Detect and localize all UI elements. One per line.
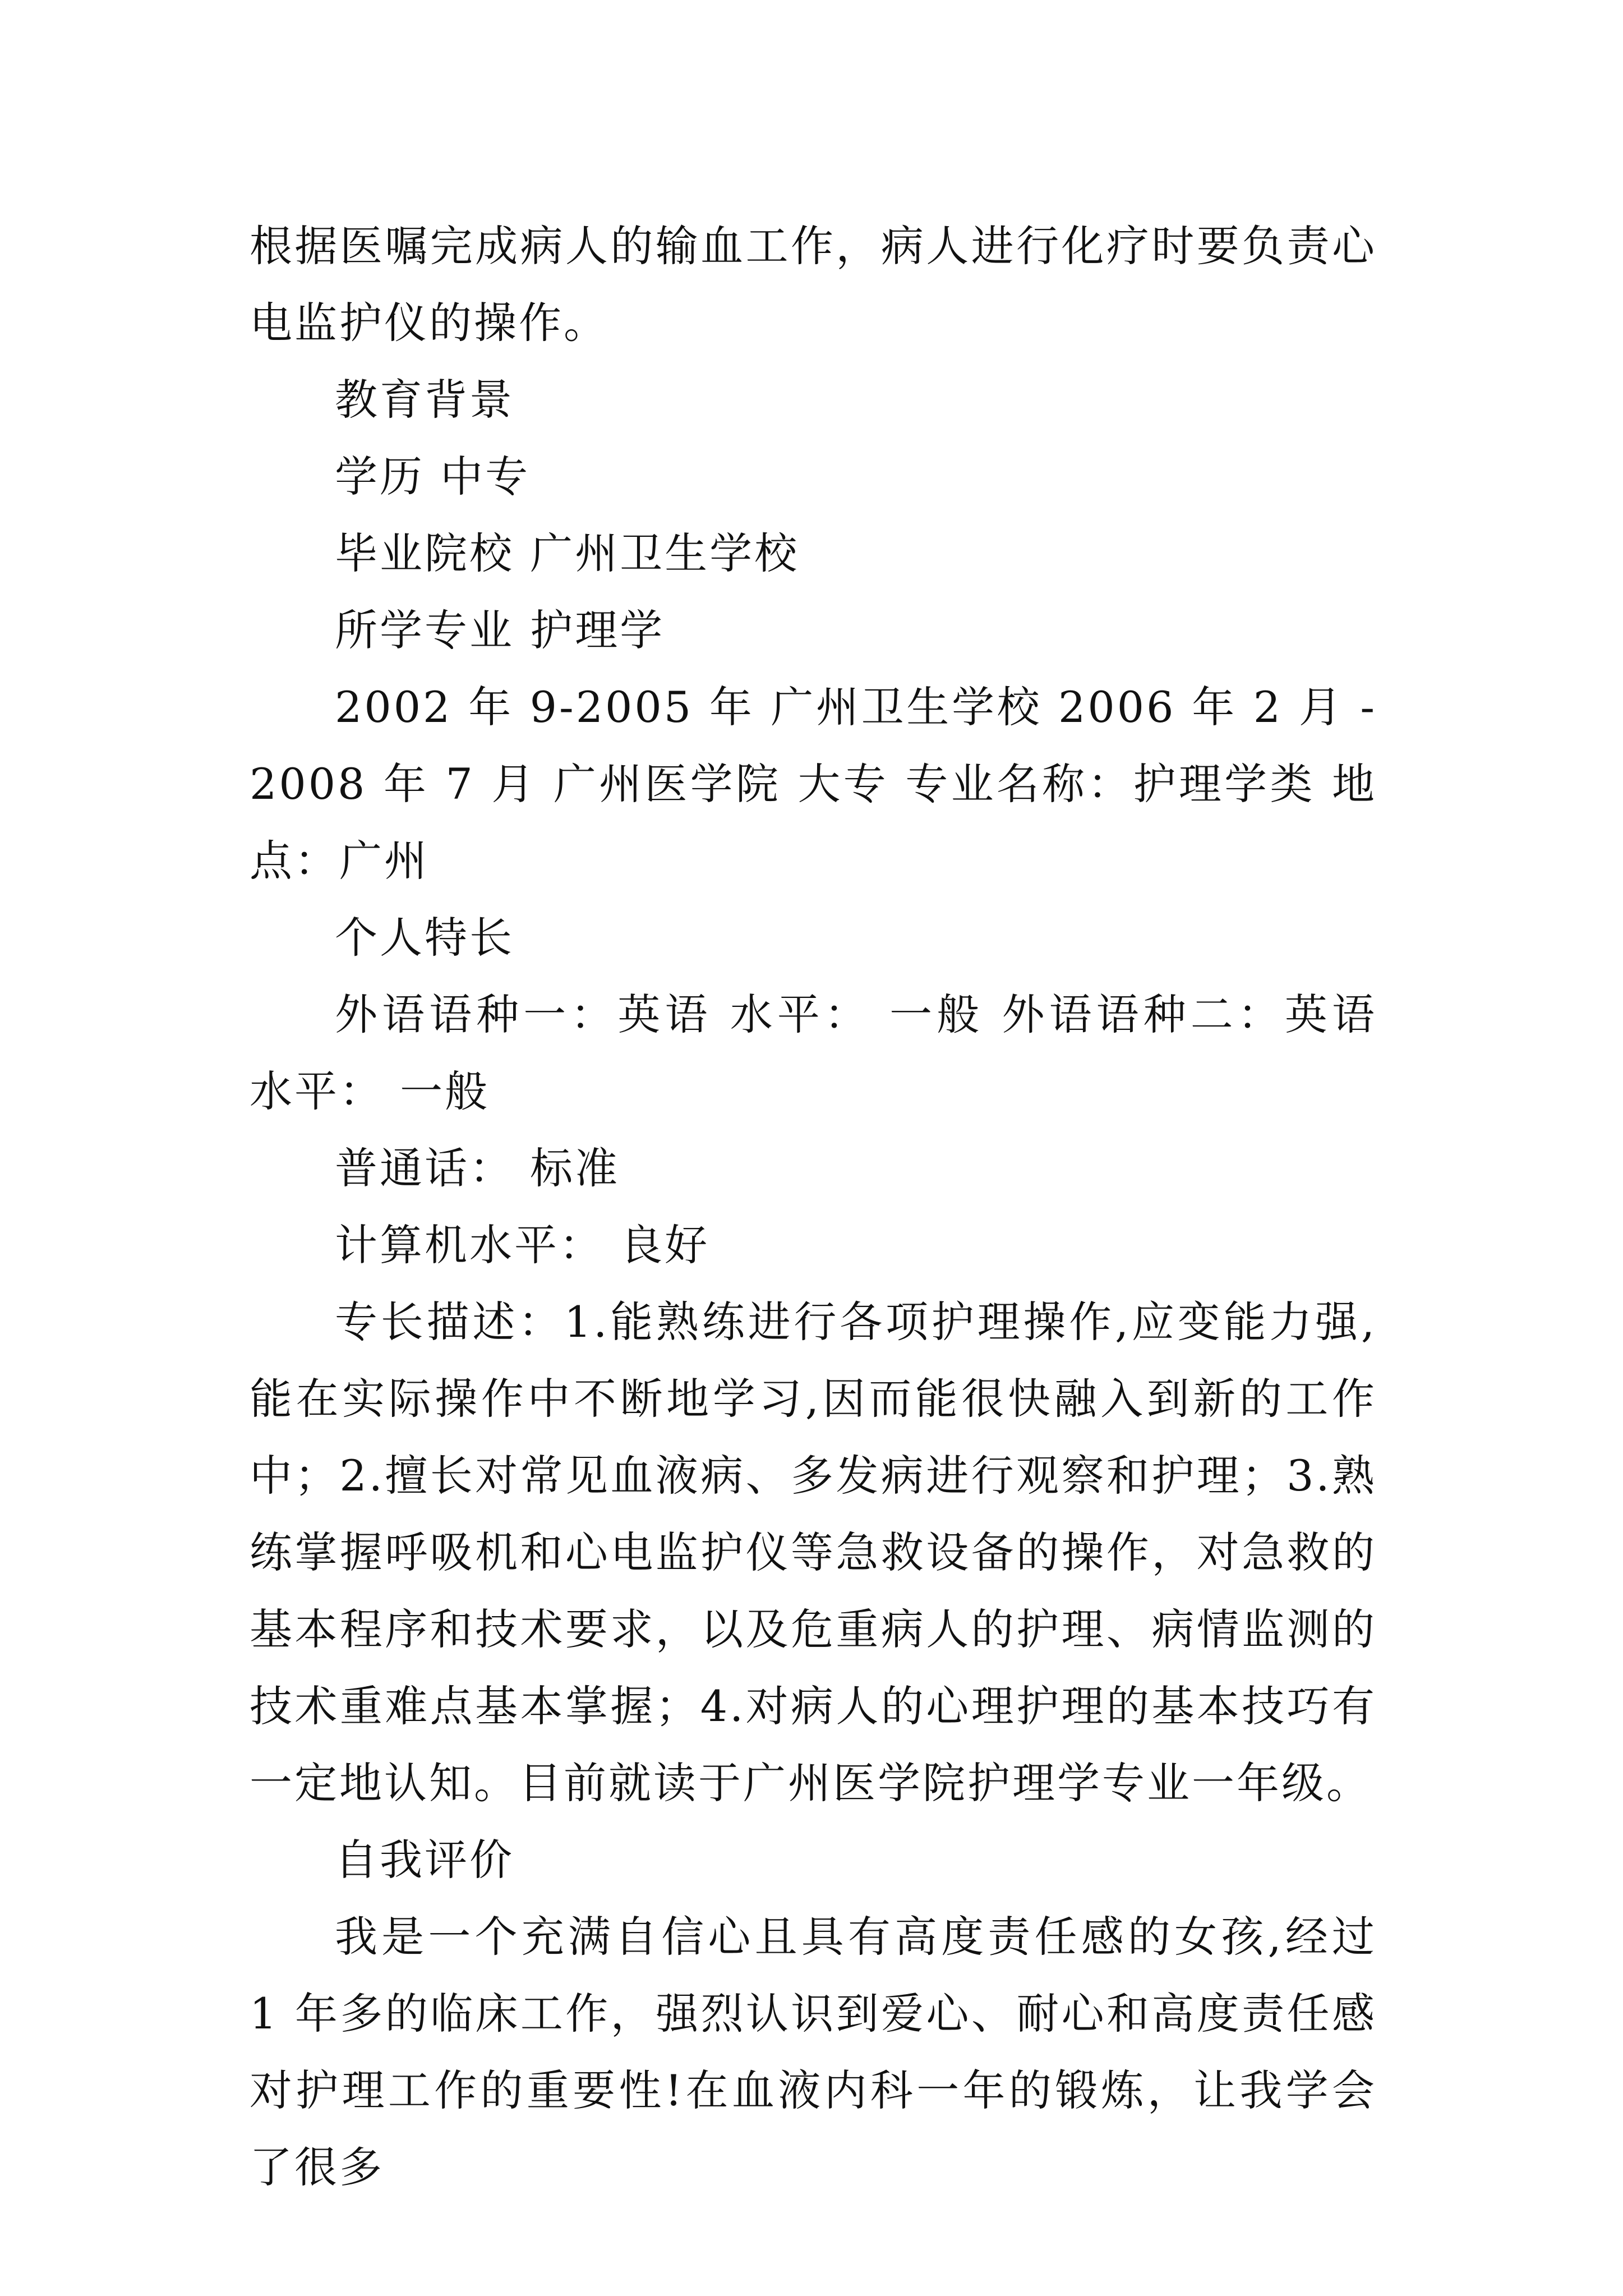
heading-personal-skills: 个人特长 xyxy=(335,913,514,963)
field-foreign-languages: 外语语种一：英语 水平： 一般 外语语种二：英语 水平： 一般 xyxy=(250,990,1377,1116)
paragraph-skill-description: 专长描述：1.能熟练进行各项护理操作,应变能力强,能在实际操作中不断地学习,因而能很快融入到新的工作中；2.擅长对常见血液病、多发病进行观察和护理；3.熟练掌握呼吸机和心电监护仪等急救设备的操作，对急救的基本程序和技术要求，以及危重病人的护理、病情监测的技术重难点基本掌握；4.对病人的心理护理的基本技巧有一定地认知。目前就读于广州医学院护理学专业一年级。 xyxy=(250,1297,1377,1808)
paragraph-self-evaluation: 我是一个充满自信心且具有高度责任感的女孩,经过 1 年多的临床工作，强烈认识到爱心、耐心和高度责任感对护理工作的重要性!在血液内科一年的锻炼，让我学会了很多 xyxy=(250,1912,1377,2192)
field-graduate-school: 毕业院校 广州卫生学校 xyxy=(335,528,800,578)
document-body xyxy=(250,208,1377,2206)
field-computer-level: 计算机水平： 良好 xyxy=(335,1220,710,1270)
field-education-level: 学历 中专 xyxy=(335,452,531,501)
heading-self-evaluation: 自我评价 xyxy=(335,1835,514,1885)
paragraph-transfusion-duties: 根据医嘱完成病人的输血工作，病人进行化疗时要负责心电监护仪的操作。 xyxy=(250,221,1377,348)
heading-education-background: 教育背景 xyxy=(335,375,514,425)
field-major: 所学专业 护理学 xyxy=(335,605,665,655)
field-mandarin-level: 普通话： 标准 xyxy=(335,1143,620,1193)
paragraph-education-timeline: 2002 年 9-2005 年 广州卫生学校 2006 年 2 月 - 2008 年 7 月 广州医学院 大专 专业名称：护理学类 地点：广州 xyxy=(250,682,1377,886)
